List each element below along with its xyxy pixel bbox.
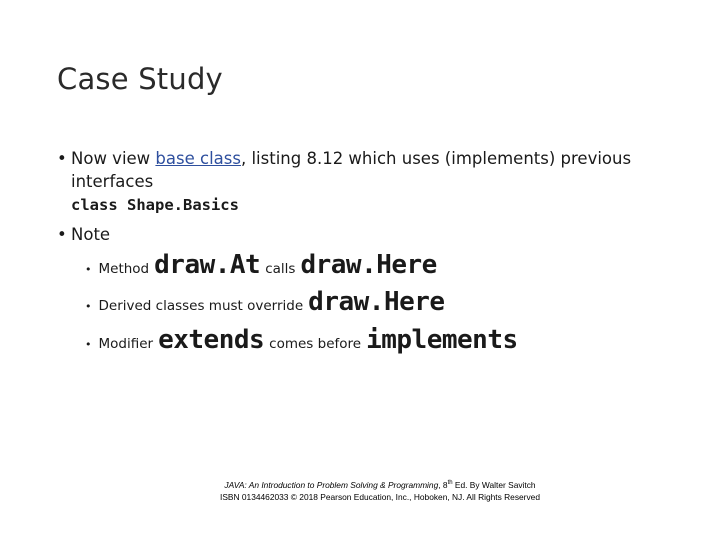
code-implements: implements (366, 325, 518, 355)
code-draw-here: draw.Here (300, 250, 437, 280)
bullet-dot-icon: • (57, 225, 67, 244)
class-code: class Shape.Basics (71, 196, 239, 214)
code-draw-at: draw.At (154, 250, 261, 280)
sub-bullet-text: Method (98, 261, 150, 277)
footer-line-1 (0, 477, 720, 491)
slide-title: Case Study (57, 62, 223, 96)
bullet-dot-icon: • (57, 149, 67, 168)
bullet-continuation: interfaces (71, 172, 154, 191)
footer-author: Ed. By Walter Savitch (452, 479, 536, 490)
base-class-link[interactable]: base class (155, 149, 241, 168)
footer-edition-sep: , (438, 479, 443, 490)
sub-bullet-method (85, 250, 442, 286)
sub-bullet-dot-icon: • (85, 300, 92, 313)
footer-book-title: JAVA: An Introduction to Problem Solving & Programming (224, 479, 439, 490)
footer-edition-num: 8 (442, 479, 448, 490)
code-extends: extends (158, 325, 265, 355)
sub-bullet-text: comes before (269, 336, 362, 352)
sub-bullet-derived (85, 287, 450, 323)
bullet-suffix: , listing 8.12 which uses (implements) previous (240, 149, 632, 168)
sub-bullet-dot-icon: • (85, 263, 92, 276)
code-draw-here: draw.Here (308, 287, 445, 317)
footer-edition-sup: th (447, 480, 453, 486)
slide-footer (0, 477, 720, 503)
bullet-body (71, 147, 631, 217)
sub-bullet-text: Modifier (98, 336, 154, 352)
sub-bullet-text: Derived classes must override (98, 298, 304, 314)
bullet-prefix: Now view (71, 149, 156, 168)
bullet-note-label: Note (71, 225, 111, 244)
footer-line-2: ISBN 0134462033 © 2018 Pearson Education, Inc., Hoboken, NJ. All Rights Reserved (220, 491, 540, 502)
sub-bullet-dot-icon: • (85, 338, 92, 351)
sub-bullet-text: calls (265, 261, 296, 277)
sub-bullet-modifier (85, 325, 523, 361)
bullet-note (57, 223, 257, 247)
bullet-base-class (57, 147, 697, 217)
